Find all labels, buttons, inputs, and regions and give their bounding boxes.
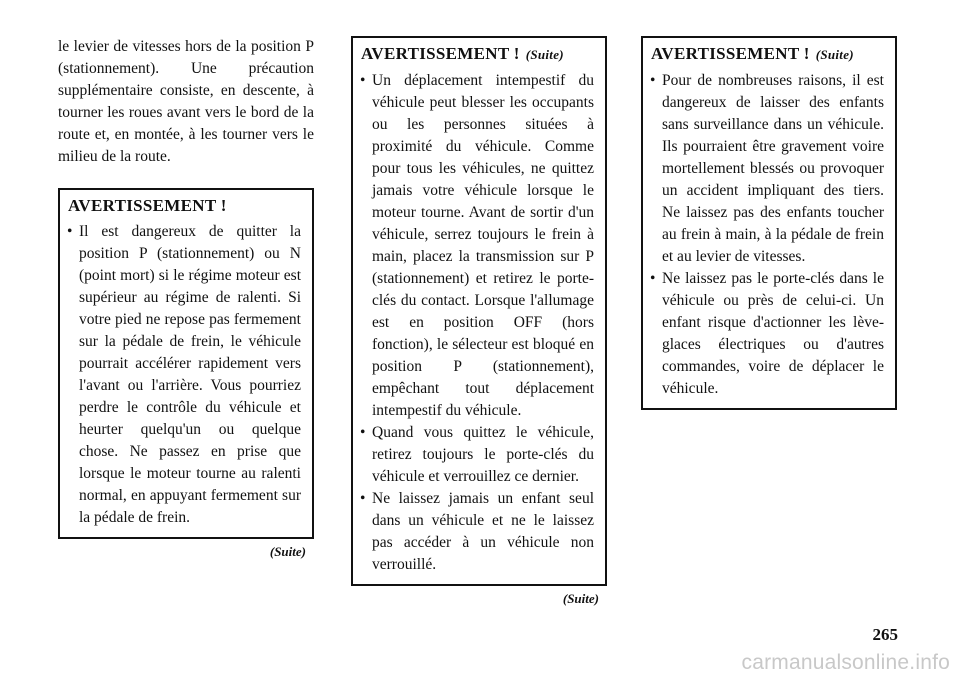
bullet-icon: •: [360, 72, 366, 89]
warning-item: • Il est dangereux de quitter la position P (stationnement) ou N (point mort) si le régime moteur est supérieur au régime de ralenti. Si votre pied ne repose pas fermement sur la pédale de frein, le véhicule pourrait accélérer rapidement vers l'avant ou l'arrière. Vous pourriez perdre le contrôle du véhicule et heurter quelqu'un ou quelque chose. Ne passez en prise que lorsque le moteur tourne au ralenti normal, en appuyant fermement sur la pédale de frein.: [67, 223, 301, 526]
warning-item: • Ne laissez pas le porte-clés dans le véhicule ou près de celui-ci. Un enfant risque d'actionner les lève-glaces électriques ou d'autres commandes, voire de déplacer le véhicule.: [650, 270, 884, 397]
page-number: 265: [872, 625, 898, 644]
warning-title-text: AVERTISSEMENT !: [68, 196, 227, 215]
suite-label: (Suite): [815, 47, 854, 62]
warning-list: [361, 70, 594, 576]
warning-title-text: AVERTISSEMENT !: [361, 44, 520, 63]
bullet-icon: •: [650, 270, 656, 287]
bullet-icon: •: [67, 223, 73, 240]
warning-title: [68, 194, 301, 218]
warning-item: • Pour de nombreuses raisons, il est dangereux de laisser des enfants sans surveillance dans un véhicule. Ils pourraient être gravement voire mortellement blessés ou provoquer un accident impliquant des tiers. Ne laissez pas des enfants toucher au frein à main, à la pédale de frein et au levier de vitesses.: [650, 72, 884, 265]
warning-item: • Un déplacement intempestif du véhicule peut blesser les occupants ou les personnes situées à proximité du véhicule. Comme pour tous les véhicules, ne quittez jamais votre véhicule lorsque le moteur tourne. Avant de sortir d'un véhicule, serrez toujours le frein à main, placez la transmission sur P (stationnement) et retirez le porte-clés du contact. Lorsque l'allumage est en position OFF (hors fonction), le sélecteur est bloqué en position P (stationnement), empêchant tout déplacement intempestif du véhicule.: [360, 72, 594, 419]
warning-box-1: [58, 188, 314, 539]
warning-item: • Quand vous quittez le véhicule, retirez toujours le porte-clés du véhicule et verrouillez ce dernier.: [360, 424, 594, 485]
warning-title-text: AVERTISSEMENT !: [651, 44, 810, 63]
column-left: [58, 36, 314, 560]
warning-title: [651, 42, 884, 67]
bullet-icon: •: [650, 72, 656, 89]
warning-box-2: [351, 36, 607, 586]
continued-label: (Suite): [269, 544, 306, 559]
warning-item: • Ne laissez jamais un enfant seul dans un véhicule et ne le laissez pas accéder à un véhicule non verrouillé.: [360, 490, 594, 573]
suite-label: (Suite): [525, 47, 564, 62]
intro-paragraph: le levier de vitesses hors de la position P (stationnement). Une précaution supplémentaire consiste, en descente, à tourner les roues avant vers le bord de la route et, en montée, à les tourner vers le milieu de la route.: [58, 38, 314, 165]
warning-list: [68, 221, 301, 529]
column-middle: [351, 36, 607, 607]
continued-label: (Suite): [562, 591, 599, 606]
warning-list: [651, 70, 884, 400]
warning-box-3: [641, 36, 897, 410]
bullet-icon: •: [360, 490, 366, 507]
bullet-icon: •: [360, 424, 366, 441]
watermark: carmanualsonline.info: [741, 651, 950, 674]
warning-title: [361, 42, 594, 67]
column-right: [641, 36, 897, 410]
